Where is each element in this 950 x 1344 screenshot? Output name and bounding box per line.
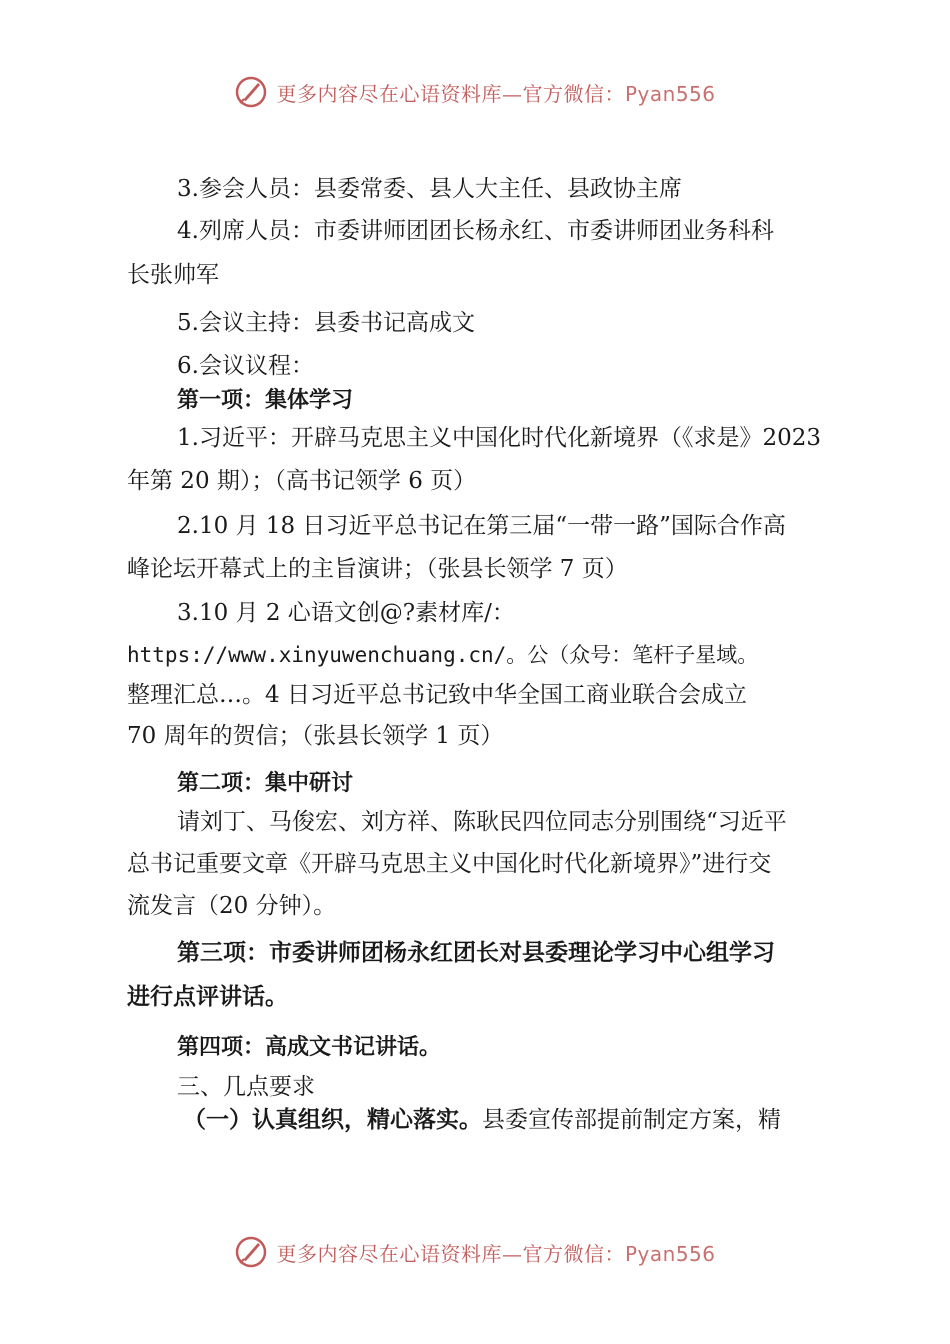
study-item-2-cont: 峰论坛开幕式上的主旨演讲；（张县长领学 7 页） — [127, 556, 628, 582]
observers-line-cont: 长张帅军 — [127, 262, 219, 288]
footer-watermark — [0, 1232, 950, 1272]
attendees-line: 3.参会人员：县委常委、县人大主任、县政协主席 — [177, 176, 682, 202]
agenda-item-3-heading: 第三项：市委讲师团杨永红团长对县委理论学习中心组学习 — [177, 940, 775, 966]
requirement-1 — [183, 1109, 781, 1132]
agenda-item-4-heading: 第四项：高成文书记讲话。 — [177, 1035, 442, 1060]
discussion-line-end: 流发言（20 分钟）。 — [127, 893, 337, 919]
study-item-3-url: https://www.xinyuwenchuang.cn/。公（众号：笔杆子星域。 — [127, 643, 759, 667]
host-line: 5.会议主持：县委书记高成文 — [177, 310, 475, 336]
discussion-line: 请刘丁、马俊宏、刘方祥、陈耿民四位同志分别围绕“习近平 — [177, 809, 787, 835]
study-item-3-end: 70 周年的贺信；（张县长领学 1 页） — [127, 723, 504, 749]
requirement-1-title: （一）认真组织，精心落实。 — [183, 1107, 482, 1133]
agenda-line: 6.会议议程： — [177, 353, 314, 379]
study-item-2: 2.10 月 18 日习近平总书记在第三届“一带一路”国际合作高 — [177, 513, 786, 539]
agenda-item-1-heading: 第一项：集体学习 — [177, 388, 354, 413]
watermark-text: 更多内容尽在心语资料库—官方微信：Pyan556 — [276, 81, 716, 106]
study-item-3-cont: 整理汇总…。4 日习近平总书记致中华全国工商业联合会成立 — [127, 682, 747, 708]
observers-line: 4.列席人员：市委讲师团团长杨永红、市委讲师团业务科科 — [177, 218, 774, 244]
study-item-1-cont: 年第 20 期）；（高书记领学 6 页） — [127, 468, 477, 494]
discussion-line-cont: 总书记重要文章《开辟马克思主义中国化时代化新境界》”进行交 — [127, 851, 772, 877]
study-item-3: 3.10 月 2 心语文创@?素材库/： — [177, 600, 515, 626]
quill-logo-icon — [234, 1235, 268, 1269]
requirements-heading: 三、几点要求 — [177, 1074, 315, 1100]
quill-logo-icon — [234, 75, 268, 109]
watermark-text: 更多内容尽在心语资料库—官方微信：Pyan556 — [276, 1241, 716, 1266]
header-watermark — [0, 72, 950, 112]
agenda-item-2-heading: 第二项：集中研讨 — [177, 771, 354, 796]
study-item-1: 1.习近平：开辟马克思主义中国化时代化新境界（《求是》2023 — [177, 425, 821, 451]
agenda-item-3-heading-cont: 进行点评讲话。 — [127, 984, 288, 1010]
requirement-1-text: 县委宣传部提前制定方案，精 — [482, 1107, 781, 1133]
